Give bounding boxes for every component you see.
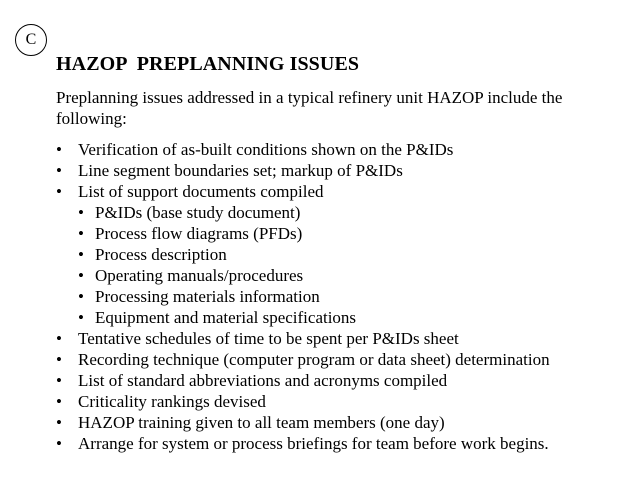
bullet-icon: • (78, 224, 84, 243)
bullet-icon: • (56, 371, 62, 390)
page-title: HAZOP PREPLANNING ISSUES (56, 53, 360, 75)
sub-list-item (78, 244, 626, 265)
issues-list (56, 139, 626, 454)
sub-list-item (78, 286, 626, 307)
list-item-text: HAZOP training given to all team members (one day) (78, 413, 445, 432)
list-item (56, 433, 626, 454)
list-item-text: Verification of as-built conditions shown on the P&IDs (78, 140, 454, 159)
bullet-icon: • (56, 413, 62, 432)
list-item-text: Criticality rankings devised (78, 392, 266, 411)
sub-list-item (78, 223, 626, 244)
bullet-icon: • (78, 203, 84, 222)
list-item-text: Tentative schedules of time to be spent per P&IDs sheet (78, 329, 459, 348)
bullet-icon: • (78, 266, 84, 285)
list-item-text: Arrange for system or process briefings for team before work begins. (78, 434, 549, 453)
sub-list-item-text: Operating manuals/procedures (95, 266, 304, 285)
sub-list-item-text: Processing materials information (95, 287, 320, 306)
list-item (56, 370, 626, 391)
sub-list-item-text: Equipment and material specifications (95, 308, 357, 327)
bullet-icon: • (56, 161, 62, 180)
bullet-icon: • (56, 182, 62, 201)
list-item (56, 139, 626, 160)
bullet-icon: • (56, 434, 62, 453)
sub-list-item (78, 307, 626, 328)
section-badge (15, 24, 47, 56)
sub-list-item (78, 265, 626, 286)
list-item (56, 391, 626, 412)
bullet-icon: • (78, 245, 84, 264)
bullet-icon: • (56, 329, 62, 348)
section-letter: C (25, 31, 37, 48)
bullet-icon: • (56, 140, 62, 159)
sub-list-item-text: Process flow diagrams (PFDs) (95, 224, 303, 243)
sub-list-item-text: Process description (95, 245, 227, 264)
list-item (56, 412, 626, 433)
list-item-text: List of support documents compiled (78, 182, 324, 201)
list-item (56, 328, 626, 349)
sub-list-item (78, 202, 626, 223)
list-item-text: Line segment boundaries set; markup of P&IDs (78, 161, 403, 180)
intro-text: Preplanning issues addressed in a typical refinery unit HAZOP include the following: (56, 88, 563, 128)
list-item-text: Recording technique (computer program or data sheet) determination (78, 350, 550, 369)
bullet-icon: • (78, 287, 84, 306)
list-item (56, 181, 626, 328)
list-item (56, 160, 626, 181)
bullet-icon: • (78, 308, 84, 327)
bullet-icon: • (56, 350, 62, 369)
bullet-icon: • (56, 392, 62, 411)
list-item (56, 349, 626, 370)
support-documents-list (78, 202, 626, 328)
list-item-text: List of standard abbreviations and acronyms compiled (78, 371, 448, 390)
sub-list-item-text: P&IDs (base study document) (95, 203, 301, 222)
